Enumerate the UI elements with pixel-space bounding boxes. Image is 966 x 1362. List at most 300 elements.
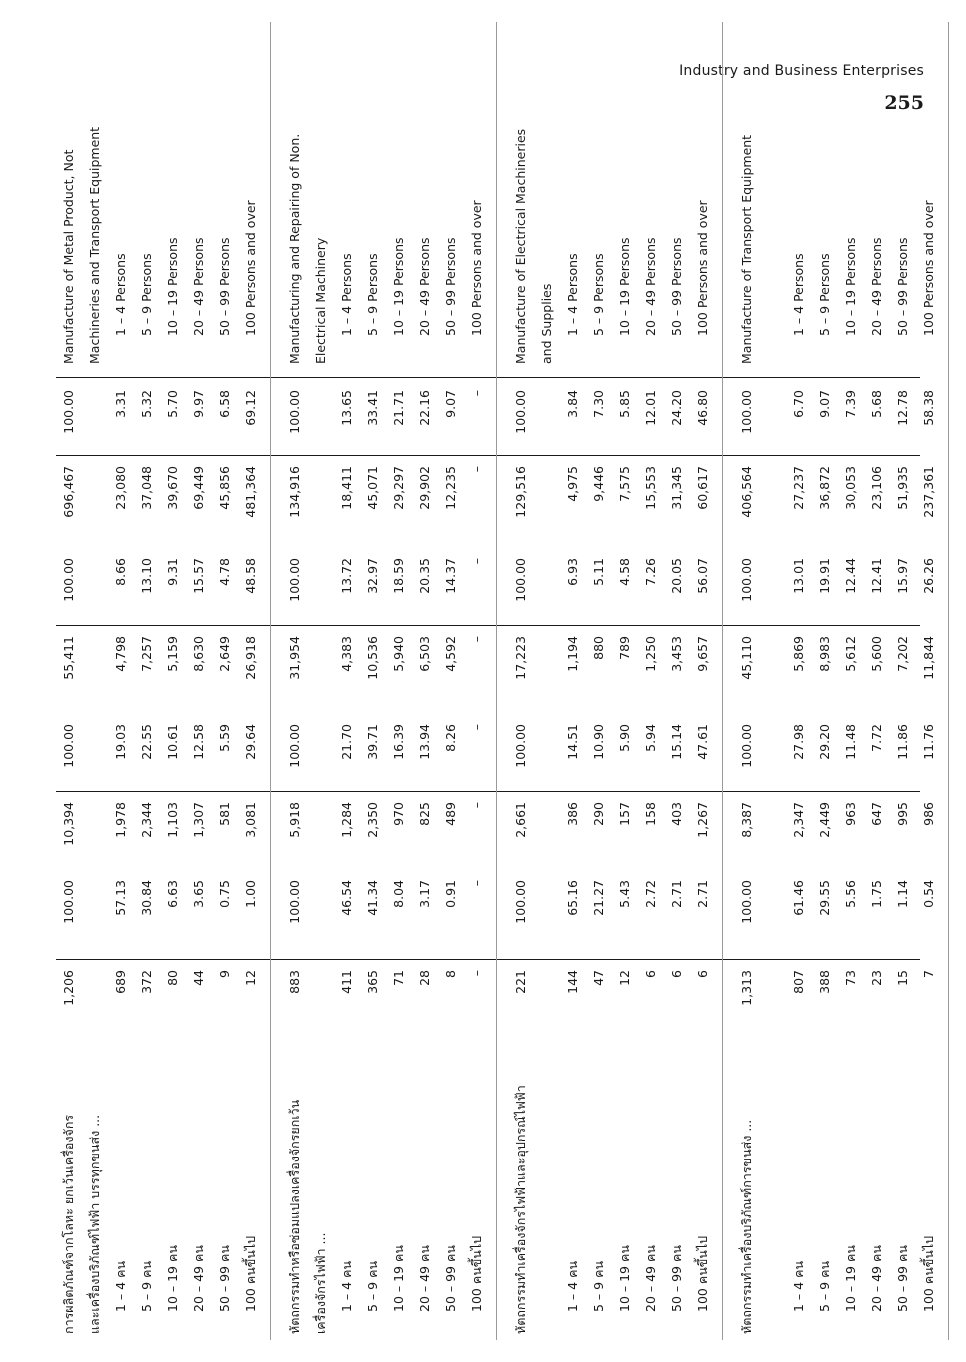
cell-p-text: 4,383 [339, 636, 354, 672]
cell-n-pct-text: 5.43 [617, 880, 632, 908]
cell-v [890, 456, 916, 548]
cell-n [334, 960, 360, 1024]
row-label-thai-text: 50 – 99 คน [217, 1245, 232, 1312]
compensation-percent-column [42, 548, 936, 626]
group-total-v-pct [282, 380, 308, 456]
group-title-thai-text: การผลิตภัณฑ์จากโลหะ ยกเว้นเครื่องจักร [61, 1114, 76, 1334]
cell-v-text: 39,670 [165, 466, 180, 510]
cell-p [238, 626, 264, 714]
row-label-english [786, 22, 812, 376]
row-label-thai [412, 1024, 438, 1340]
cell-s-pct [690, 714, 716, 792]
cell-n-pct-text: 2.72 [643, 880, 658, 908]
cell-s-pct-text: 29.20 [817, 724, 832, 760]
row-label-english-text: 100 Persons and over [695, 200, 710, 336]
cell-v [464, 456, 490, 548]
cell-v-pct-text: 13.65 [339, 390, 354, 426]
row-label-thai [438, 1024, 464, 1340]
cell-s-pct-text: 5.59 [217, 724, 232, 752]
group-title-thai-cont [760, 1024, 786, 1340]
group-title-english-text: Manufacture of Metal Product, Not [61, 149, 76, 364]
cell-p-pct [238, 548, 264, 626]
group-total-v-pct-text: 100.00 [739, 390, 754, 434]
group-total-p-text: 45,110 [739, 636, 754, 680]
row-label-thai-text: 50 – 99 คน [895, 1245, 910, 1312]
cell-s-pct-text: 5.94 [643, 724, 658, 752]
group-total-n-pct [508, 870, 534, 960]
cell-v [864, 456, 890, 548]
cell-p-pct-text: 13.01 [791, 558, 806, 594]
cell-s-text: 970 [391, 802, 406, 826]
cell-n [212, 960, 238, 1024]
cell-s-text: 386 [565, 802, 580, 826]
cell-v-pct [586, 380, 612, 456]
cell-s-text: 290 [591, 802, 606, 826]
row-label-english-text: 100 Persons and over [243, 200, 258, 336]
cell-s-pct-text: 12.58 [191, 724, 206, 760]
cell-n-pct-text: 65.16 [565, 880, 580, 916]
cell-n [238, 960, 264, 1024]
cell-n [438, 960, 464, 1024]
cell-n-pct [890, 870, 916, 960]
group-total-p-text: 55,411 [61, 636, 76, 680]
cell-p-text: 7,202 [895, 636, 910, 672]
row-label-english-text: 50 – 99 Persons [669, 237, 684, 336]
cell-n-text: 71 [391, 970, 406, 986]
group-total-n [508, 960, 534, 1024]
group-total-n-pct-text: 100.00 [739, 880, 754, 924]
cell-p [638, 626, 664, 714]
persons-engaged-column [42, 792, 936, 870]
cell-n [664, 960, 690, 1024]
row-label-english [464, 22, 490, 376]
cell-n-pct [108, 870, 134, 960]
cell-v-text: 27,237 [791, 466, 806, 510]
cell-p-text: 8,630 [191, 636, 206, 672]
cell-v [438, 456, 464, 548]
establishments-percent-column [42, 870, 936, 960]
group-total-v [734, 456, 760, 548]
group-title-english [56, 22, 82, 376]
group-title-english-cont-text: and Supplies [539, 283, 554, 364]
cell-s [586, 792, 612, 870]
cell-s [864, 792, 890, 870]
group-title-english-text: Manufacture of Transport Equipment [739, 134, 754, 364]
cell-p-pct-text: 48.58 [243, 558, 258, 594]
cell-v-pct-text: 7.30 [591, 390, 606, 418]
cell-n [360, 960, 386, 1024]
group-total-p [734, 626, 760, 714]
cell-n-pct [586, 870, 612, 960]
group-total-n-text: 1,206 [61, 970, 76, 1006]
cell-s-pct [786, 714, 812, 792]
cell-v-text: 23,080 [113, 466, 128, 510]
group-title-thai-text: หัตถกรรมทำเครื่องจักรไฟฟ้าและอุปกรณ์ไฟฟ้า [513, 1085, 528, 1334]
cell-p-pct-text: 18.59 [391, 558, 406, 594]
cell-n-pct-text: 1.75 [869, 880, 884, 908]
cell-p [108, 626, 134, 714]
cell-n [160, 960, 186, 1024]
cell-n-pct [664, 870, 690, 960]
group-total-v-text: 406,564 [739, 466, 754, 518]
row-label-english-text: 50 – 99 Persons [895, 237, 910, 336]
group-total-s-pct [282, 714, 308, 792]
cell-p [186, 626, 212, 714]
cell-p [334, 626, 360, 714]
cell-s-pct-text: 10.90 [591, 724, 606, 760]
cell-v [238, 456, 264, 548]
cell-p [386, 626, 412, 714]
cell-p [916, 626, 942, 714]
group-total-s-text: 10,394 [61, 802, 76, 846]
cell-n [690, 960, 716, 1024]
group-total-s-pct [734, 714, 760, 792]
cell-v-pct [890, 380, 916, 456]
cell-n-pct-text: 61.46 [791, 880, 806, 916]
row-label-thai [186, 1024, 212, 1340]
cell-v [334, 456, 360, 548]
cell-p-pct-text: 56.07 [695, 558, 710, 594]
cell-n [838, 960, 864, 1024]
cell-n-text: 6 [643, 970, 658, 978]
cell-s [186, 792, 212, 870]
cell-v-pct-text: 9.07 [443, 390, 458, 418]
cell-p [838, 626, 864, 714]
cell-v [186, 456, 212, 548]
cell-s-pct-text: 11.48 [843, 724, 858, 760]
cell-v-text: 29,902 [417, 466, 432, 510]
cell-s-text: 403 [669, 802, 684, 826]
cell-n-pct-text: 46.54 [339, 880, 354, 916]
cell-p-pct [690, 548, 716, 626]
cell-v-pct-text: 58.38 [921, 390, 936, 426]
cell-n-pct-text: 0.75 [217, 880, 232, 908]
cell-v-pct [812, 380, 838, 456]
cell-p-pct [916, 548, 942, 626]
cell-n [890, 960, 916, 1024]
cell-s [812, 792, 838, 870]
cell-p [864, 626, 890, 714]
row-label-thai [664, 1024, 690, 1340]
cell-v [916, 456, 942, 548]
row-label-english [438, 22, 464, 376]
row-label-thai [334, 1024, 360, 1340]
cell-n-pct [464, 870, 490, 960]
row-label-thai-text: 1 – 4 คน [791, 1261, 806, 1312]
cell-n-pct-text: 57.13 [113, 880, 128, 916]
row-label-english-text: 1 – 4 Persons [791, 253, 806, 336]
cell-n-pct-text: 21.27 [591, 880, 606, 916]
cell-s-pct [812, 714, 838, 792]
cell-n-text: 6 [695, 970, 710, 978]
cell-s-pct [560, 714, 586, 792]
group-total-n-pct-text: 100.00 [61, 880, 76, 924]
row-label-thai-text: 20 – 49 คน [869, 1245, 884, 1312]
group-total-s-pct-text: 100.00 [61, 724, 76, 768]
cell-n-pct-text: 0.54 [921, 880, 936, 908]
row-label-english-text: 20 – 49 Persons [191, 237, 206, 336]
cell-s-pct-text: 8.26 [443, 724, 458, 752]
cell-n-pct-text: 29.55 [817, 880, 832, 916]
group-total-p-text: 31,954 [287, 636, 302, 680]
cell-s-pct-text: 19.03 [113, 724, 128, 760]
row-label-english [108, 22, 134, 376]
row-label-thai [386, 1024, 412, 1340]
cell-p [690, 626, 716, 714]
row-label-thai-text: 100 คนขึ้นไป [243, 1235, 258, 1312]
group-title-english-cont-text: Machineries and Transport Equipment [87, 126, 102, 364]
cell-s-pct [864, 714, 890, 792]
group-total-s [282, 792, 308, 870]
cell-p [438, 626, 464, 714]
group-title-thai-text: หัตถกรรมทำหรือซ่อมแปลงเครื่องจักรยกเว้น [287, 1099, 302, 1334]
cell-n-pct [134, 870, 160, 960]
cell-p-text: 880 [591, 636, 606, 660]
cell-v-pct-text: 9.07 [817, 390, 832, 418]
group-title-thai [282, 1024, 308, 1340]
cell-n [186, 960, 212, 1024]
cell-p [890, 626, 916, 714]
cell-s-pct-text: 7.72 [869, 724, 884, 752]
cell-n [134, 960, 160, 1024]
column-divider [56, 377, 920, 378]
row-label-thai [360, 1024, 386, 1340]
row-label-english [890, 22, 916, 376]
cell-v-pct-text: 6.70 [791, 390, 806, 418]
cell-v-pct-text: 12.01 [643, 390, 658, 426]
cell-n [108, 960, 134, 1024]
cell-s-pct-text: 5.90 [617, 724, 632, 752]
group-separator [270, 22, 271, 1340]
row-label-english-text: 1 – 4 Persons [113, 253, 128, 336]
group-total-v [282, 456, 308, 548]
cell-p-pct [212, 548, 238, 626]
cell-n-pct [786, 870, 812, 960]
cell-s [108, 792, 134, 870]
cell-p [664, 626, 690, 714]
group-title-english-cont [760, 22, 786, 376]
cell-s-text: 3,081 [243, 802, 258, 838]
cell-v-pct [690, 380, 716, 456]
cell-p-pct-text: 32.97 [365, 558, 380, 594]
row-label-thai-text: 50 – 99 คน [443, 1245, 458, 1312]
cell-v-pct [412, 380, 438, 456]
cell-s-pct [186, 714, 212, 792]
cell-s-text: 2,344 [139, 802, 154, 838]
cell-v-text: 7,575 [617, 466, 632, 502]
cell-v [108, 456, 134, 548]
cell-s-pct-text: 13.94 [417, 724, 432, 760]
cell-p-text: – [469, 636, 484, 643]
group-total-v-pct [734, 380, 760, 456]
row-label-english-text: 20 – 49 Persons [417, 237, 432, 336]
cell-n-text: 23 [869, 970, 884, 986]
row-label-thai-text: 20 – 49 คน [417, 1245, 432, 1312]
cell-p [134, 626, 160, 714]
cell-n-pct-text: 1.14 [895, 880, 910, 908]
page-number: 255 [884, 92, 924, 114]
group-total-p-pct-text: 100.00 [61, 558, 76, 602]
cell-n-pct [916, 870, 942, 960]
cell-s-pct-text: 21.70 [339, 724, 354, 760]
cell-v-pct [560, 380, 586, 456]
group-total-n-pct [734, 870, 760, 960]
cell-n-text: 144 [565, 970, 580, 994]
row-label-thai-text: 1 – 4 คน [113, 1261, 128, 1312]
group-total-p-pct-text: 100.00 [513, 558, 528, 602]
group-total-s [734, 792, 760, 870]
row-label-english-text: 20 – 49 Persons [869, 237, 884, 336]
cell-v [838, 456, 864, 548]
cell-s-pct [108, 714, 134, 792]
row-label-english-text: 10 – 19 Persons [165, 237, 180, 336]
group-total-p-text: 17,223 [513, 636, 528, 680]
group-title-thai-cont [308, 1024, 334, 1340]
column-divider [56, 455, 920, 456]
group-total-v-text: 129,516 [513, 466, 528, 518]
cell-p-pct [638, 548, 664, 626]
group-total-v-text: 696,467 [61, 466, 76, 518]
cell-v-pct [838, 380, 864, 456]
row-label-thai [212, 1024, 238, 1340]
cell-v-text: 12,235 [443, 466, 458, 510]
row-label-english [612, 22, 638, 376]
cell-p-text: 4,592 [443, 636, 458, 672]
group-total-v-text: 134,916 [287, 466, 302, 518]
row-label-english [638, 22, 664, 376]
row-label-english-text: 5 – 9 Persons [139, 253, 154, 336]
cell-n-text: 12 [617, 970, 632, 986]
group-title-english-cont-text: Electrical Machinery [313, 237, 328, 364]
row-label-thai [690, 1024, 716, 1340]
cell-n-pct-text: 2.71 [669, 880, 684, 908]
cell-s-pct-text: 11.86 [895, 724, 910, 760]
cell-n-text: 388 [817, 970, 832, 994]
group-total-p [56, 626, 82, 714]
group-total-s-pct-text: 100.00 [739, 724, 754, 768]
cell-n-text: 44 [191, 970, 206, 986]
group-separator [722, 22, 723, 1340]
cell-s-pct [890, 714, 916, 792]
cell-v [690, 456, 716, 548]
cell-n-text: 80 [165, 970, 180, 986]
row-label-thai-text: 100 คนขึ้นไป [469, 1235, 484, 1312]
cell-p-text: 5,940 [391, 636, 406, 672]
cell-s-pct [464, 714, 490, 792]
cell-v [212, 456, 238, 548]
cell-n-text: 411 [339, 970, 354, 994]
cell-v-text: 29,297 [391, 466, 406, 510]
cell-n-text: – [469, 970, 484, 977]
cell-v-pct-text: 5.32 [139, 390, 154, 418]
row-label-english-text: 5 – 9 Persons [817, 253, 832, 336]
group-total-v-pct [508, 380, 534, 456]
group-title-thai-cont-text [760, 1024, 786, 1340]
cell-p-pct [186, 548, 212, 626]
cell-v-pct [786, 380, 812, 456]
cell-s-text: 158 [643, 802, 658, 826]
cell-p-text: 8,983 [817, 636, 832, 672]
cell-s-pct-text: 29.64 [243, 724, 258, 760]
cell-v-text: 45,856 [217, 466, 232, 510]
cell-p-pct [386, 548, 412, 626]
row-label-english-text: 50 – 99 Persons [217, 237, 232, 336]
cell-p-text: 1,194 [565, 636, 580, 672]
cell-s-text: 2,350 [365, 802, 380, 838]
group-total-s-pct-text: 100.00 [513, 724, 528, 768]
group-title-english-text: Manufacture of Electrical Machineries [513, 128, 528, 364]
cell-v-pct-text: 5.68 [869, 390, 884, 418]
cell-n-text: 47 [591, 970, 606, 986]
row-label-english [664, 22, 690, 376]
row-label-thai [586, 1024, 612, 1340]
row-label-thai-text: 5 – 9 คน [139, 1261, 154, 1312]
cell-s-text: 2,347 [791, 802, 806, 838]
cell-n-pct-text: 3.17 [417, 880, 432, 908]
cell-n-pct-text: – [469, 880, 484, 887]
cell-p-text: 5,612 [843, 636, 858, 672]
statistics-table [42, 22, 936, 1340]
cell-n-pct [186, 870, 212, 960]
cell-s-text: 1,978 [113, 802, 128, 838]
cell-s-pct [586, 714, 612, 792]
cell-s-pct [360, 714, 386, 792]
row-label-thai [812, 1024, 838, 1340]
row-label-english-text: 10 – 19 Persons [391, 237, 406, 336]
cell-s-pct [916, 714, 942, 792]
cell-n-pct-text: 6.63 [165, 880, 180, 908]
group-title-thai [56, 1024, 82, 1340]
cell-v [664, 456, 690, 548]
cell-s-pct [838, 714, 864, 792]
cell-v-pct-text: 5.70 [165, 390, 180, 418]
group-title-thai-cont-text: เครื่องจักรไฟฟ้า ... [313, 1232, 328, 1334]
cell-v-text: 30,053 [843, 466, 858, 510]
cell-p-pct-text: 9.31 [165, 558, 180, 586]
cell-v-pct-text: 21.71 [391, 390, 406, 426]
cell-n-pct [812, 870, 838, 960]
row-label-thai [238, 1024, 264, 1340]
cell-s-text: – [469, 802, 484, 809]
cell-s [464, 792, 490, 870]
cell-s-pct-text: – [469, 724, 484, 731]
group-title-thai-text: หัตถกรรมทำเครื่องบริภัณฑ์การขนส่ง ... [739, 1119, 754, 1334]
cell-v-text: 60,617 [695, 466, 710, 510]
row-label-thai-text: 1 – 4 คน [565, 1261, 580, 1312]
cell-p-pct-text: 19.91 [817, 558, 832, 594]
cell-p [464, 626, 490, 714]
cell-n-text: 28 [417, 970, 432, 986]
cell-s-text: 825 [417, 802, 432, 826]
cell-p-text: 789 [617, 636, 632, 660]
cell-p-pct-text: 15.57 [191, 558, 206, 594]
cell-s [560, 792, 586, 870]
cell-p-pct [438, 548, 464, 626]
row-label-english-text: 20 – 49 Persons [643, 237, 658, 336]
cell-s [160, 792, 186, 870]
cell-s [890, 792, 916, 870]
cell-s-text: 489 [443, 802, 458, 826]
cell-s [612, 792, 638, 870]
column-divider [56, 625, 920, 626]
cell-p-text: 10,536 [365, 636, 380, 680]
cell-v-pct [438, 380, 464, 456]
cell-s-text: 995 [895, 802, 910, 826]
cell-s-pct [612, 714, 638, 792]
cell-p-pct [586, 548, 612, 626]
cell-p [560, 626, 586, 714]
group-total-p [508, 626, 534, 714]
